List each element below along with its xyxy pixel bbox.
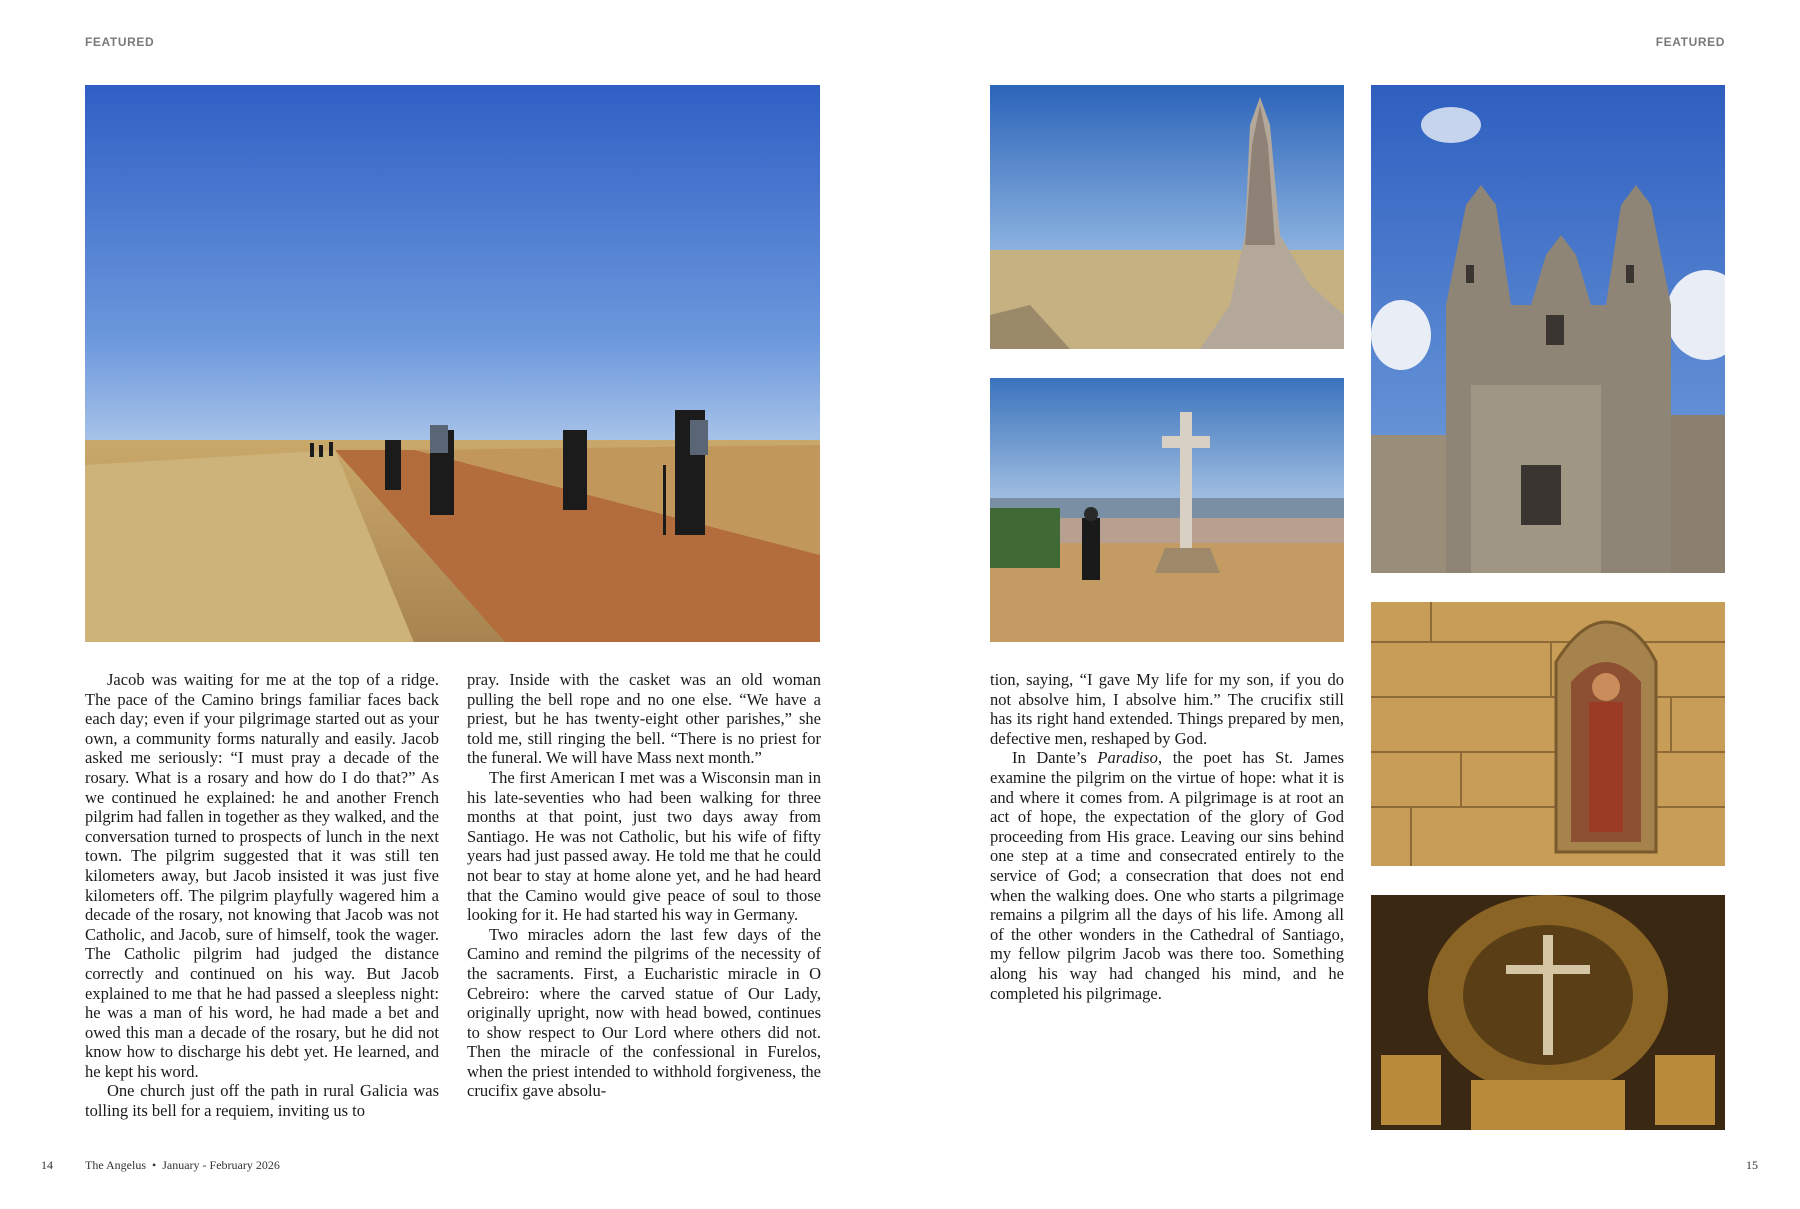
paragraph: Jacob was waiting for me at the top of a ridge. The pace of the Camino brings familiar faces back each day; even if your pilgrimage started out as your own, a community forms naturally and easily. Jacob asked me seriously: “I must pray a decade of the rosary. What is a rosary and how do I do that?” As we continued he explained: he and another French pilgrim had fallen in together as they walked, and the conversation turned to prospects of lunch in the next town. The pilgrim suggested that it was still ten kilometers away, but Jacob insisted it was just five kilometers off. The pilgrim playfully wagered him a decade of the rosary, not knowing that Jacob was not Catholic, and Jacob, sure of himself, took the wager. The Catholic pilgrim had judged the distance correctly and continued on his way. But Jacob explained to me that he had passed a sleepless night: he was a man of his word, he had made a bet and owed this man a decade of the rosary, but he did not know how to discharge his debt yet. He learned, and he kept his word.: [85, 670, 439, 1081]
body-column-3: [990, 670, 1344, 1003]
running-footer: [85, 1158, 280, 1173]
pilgrims-walking-camino-photo: [85, 85, 820, 642]
text-run: In Dante’s: [1012, 748, 1098, 768]
priest-cross-overlook-photo: [990, 378, 1344, 642]
paragraph: tion, saying, “I gave My life for my son, if you do not absolve him, I absolve him.” The crucifix still has its right hand extended. Things prepared by men, defective men, reshaped by God.: [990, 670, 1344, 748]
page-number-left: 14: [41, 1158, 53, 1172]
section-label-left: FEATURED: [85, 35, 155, 49]
stone-cairn-photo: [990, 85, 1344, 349]
text-run: , the poet has St. James examine the pilgrim on the virtue of hope: what it is and where it comes from. A pilgrimage is at root an act of hope, the expectation of the glory of God proceeding from His grace. Leaving our sins behind one step at a time and consecrated entirely to the service of God; a consecration that does not end when the walking does. One who starts a pilgrimage remains a pilgrim all the days of his life. Among all of the other wonders in the Cathedral of Santiago, my fellow pilgrim Jacob was there too. Something along his way had changed his mind, and he completed his pilgrimage.: [990, 748, 1344, 1003]
paragraph: One church just off the path in rural Galicia was tolling its bell for a requiem, inviting us to: [85, 1081, 439, 1121]
cathedral-santiago-facade-photo: [1371, 85, 1725, 573]
body-column-2: [467, 670, 821, 1101]
paragraph: pray. Inside with the casket was an old woman pulling the bell rope and no one else. “We have a priest, but he has twenty-eight other parishes,” she told me, still ringing the bell. “There is no priest for the funeral. We will have Mass next month.”: [467, 670, 821, 768]
body-column-1: [85, 670, 439, 1121]
issue-date: January - February 2026: [162, 1158, 280, 1172]
paragraph: [990, 748, 1344, 1003]
golden-altarpiece-crucifix-photo: [1371, 895, 1725, 1130]
paragraph: Two miracles adorn the last few days of the Camino and remind the pilgrims of the necessity of the sacraments. First, a Eucharistic miracle in O Cebreiro: where the carved statue of Our Lady, originally upright, now with head bowed, continues to show respect to Our Lord where others did not. Then the miracle of the confessional in Furelos, when the priest intended to withhold forgiveness, the crucifix gave absolu-: [467, 924, 821, 1101]
page-number-right: 15: [1746, 1158, 1758, 1172]
book-title: Paradiso: [1097, 748, 1158, 768]
footer-separator: •: [152, 1158, 157, 1172]
magazine-title: The Angelus: [85, 1158, 146, 1172]
section-label-right: FEATURED: [1655, 35, 1725, 49]
paragraph: The first American I met was a Wisconsin man in his late-seventies who had been walking for three months at that point, just two days away from Santiago. He was not Catholic, but his wife of fifty years had just passed away. He told me that he could not bear to stay at home alone yet, and he had heard that the Camino would give peace of soul to those looking for it. He had started his way in Germany.: [467, 767, 821, 925]
st-james-statue-niche-photo: [1371, 602, 1725, 866]
